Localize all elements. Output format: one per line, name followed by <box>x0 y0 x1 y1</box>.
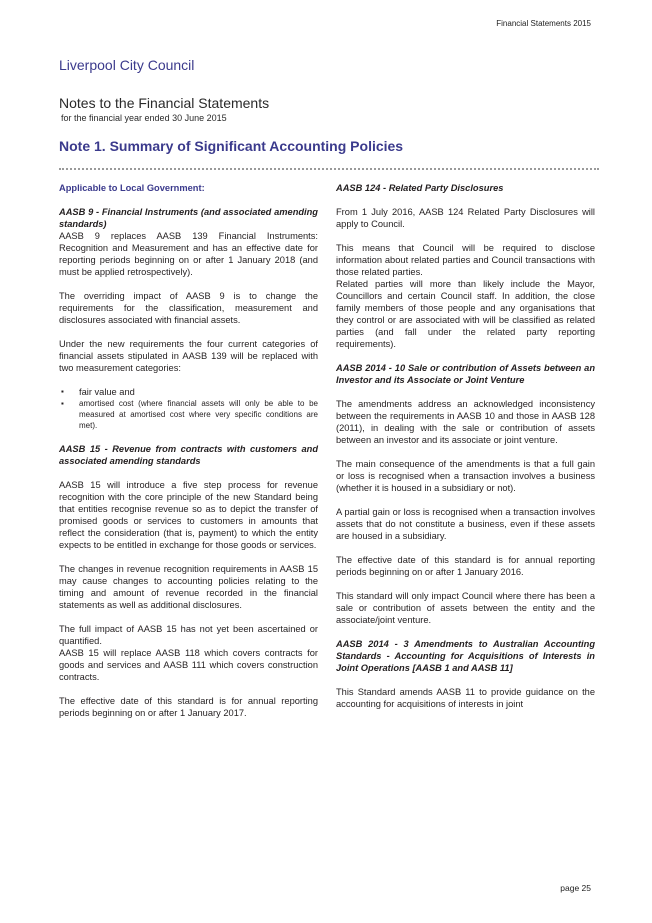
aasb15-paragraph-1: AASB 15 will introduce a five step process for revenue recognition with the core principle of the new Standard being that entities recognise revenue so as to depict the transfer of promised goods or services to customers in amounts that reflect the consideration (that is, payment) to which the entity expects to be entitled in exchange for those goods or services. <box>59 480 318 550</box>
applicable-heading: Applicable to Local Government: <box>59 183 205 193</box>
aasb2014-10-paragraph-4: The effective date of this standard is for annual reporting periods beginning on or after 1 January 2016. <box>336 555 595 577</box>
aasb15-title: AASB 15 - Revenue from contracts with customers and associated amending standards <box>59 444 318 466</box>
aasb124-title: AASB 124 - Related Party Disclosures <box>336 183 504 193</box>
aasb15-paragraph-5: The effective date of this standard is for annual reporting periods beginning on or after 1 January 2017. <box>59 696 318 718</box>
running-header: Financial Statements 2015 <box>496 19 591 28</box>
aasb124-paragraph-2: This means that Council will be required to disclose information about related parties and Council transactions with those related parties. <box>336 243 595 277</box>
aasb9-paragraph-3: Under the new requirements the four current categories of financial assets stipulated in AASB 139 will be replaced with two measurement categories: <box>59 339 318 373</box>
bullet-amortised-cost: amortised cost (where financial assets will only be able to be measured at amortised cost where very specific conditions are met). <box>79 399 318 430</box>
aasb15-paragraph-2: The changes in revenue recognition requirements in AASB 15 may cause changes to accounting policies relating to the timing and amount of revenue recorded in the financial statements as well as additional disclosures. <box>59 564 318 610</box>
left-column <box>59 182 318 731</box>
aasb15-paragraph-4: AASB 15 will replace AASB 118 which covers contracts for goods and services and AASB 111 which covers construction contracts. <box>59 648 318 682</box>
aasb9-paragraph-2: The overriding impact of AASB 9 is to change the requirements for the classification, measurement and disclosures associated with financial assets. <box>59 291 318 325</box>
organisation-name: Liverpool City Council <box>59 57 195 73</box>
note-heading: Note 1. Summary of Significant Accounting Policies <box>59 138 404 154</box>
aasb2014-3-paragraph-1: This Standard amends AASB 11 to provide guidance on the accounting for acquisitions of interests in joint <box>336 687 595 709</box>
aasb2014-10-paragraph-2: The main consequence of the amendments is that a full gain or loss is recognised when a transaction involves a business (whether it is housed in a subsidiary or not). <box>336 459 595 493</box>
aasb2014-10-paragraph-3: A partial gain or loss is recognised when a transaction involves assets that do not constitute a business, even if these assets are housed in a subsidiary. <box>336 507 595 541</box>
list-item <box>79 386 318 398</box>
dotted-divider <box>59 168 599 170</box>
aasb2014-10-paragraph-5: This standard will only impact Council where there has been a sale or contribution of assets between the entity and the associate/joint venture. <box>336 591 595 625</box>
aasb9-paragraph-1: AASB 9 replaces AASB 139 Financial Instruments: Recognition and Measurement and has an effective date for reporting periods beginning on or after 1 January 2018 (and must be applied retrospectively). <box>59 231 318 277</box>
page-number: page 25 <box>560 883 591 893</box>
aasb9-title: AASB 9 - Financial Instruments (and associated amending standards) <box>59 207 318 229</box>
aasb2014-10-title: AASB 2014 - 10 Sale or contribution of Assets between an Investor and its Associate or Joint Venture <box>336 363 595 385</box>
notes-title: Notes to the Financial Statements <box>59 95 270 111</box>
aasb2014-3-title: AASB 2014 - 3 Amendments to Australian Accounting Standards - Accounting for Acquisitions of Interests in Joint Operations [AASB 1 and AASB 11] <box>336 639 595 673</box>
aasb124-paragraph-1: From 1 July 2016, AASB 124 Related Party Disclosures will apply to Council. <box>336 207 595 229</box>
notes-subtitle: for the financial year ended 30 June 2015 <box>61 113 227 123</box>
list-item <box>79 398 318 431</box>
aasb2014-10-paragraph-1: The amendments address an acknowledged inconsistency between the requirements in AASB 10 and those in AASB 128 (2011), in dealing with the sale or contribution of assets between an investor and its associate or joint venture. <box>336 399 595 445</box>
aasb15-paragraph-3: The full impact of AASB 15 has not yet been ascertained or quantified. <box>59 624 318 646</box>
aasb124-paragraph-3: Related parties will more than likely include the Mayor, Councillors and certain Council staff. In addition, the close family members of those people and any organisations that they control or are associated with will be classified as related parties (and fall under the related party reporting requirements). <box>336 279 595 349</box>
bullet-fair-value: fair value and <box>79 387 135 397</box>
right-column <box>336 182 595 722</box>
measurement-categories-list <box>59 386 318 431</box>
